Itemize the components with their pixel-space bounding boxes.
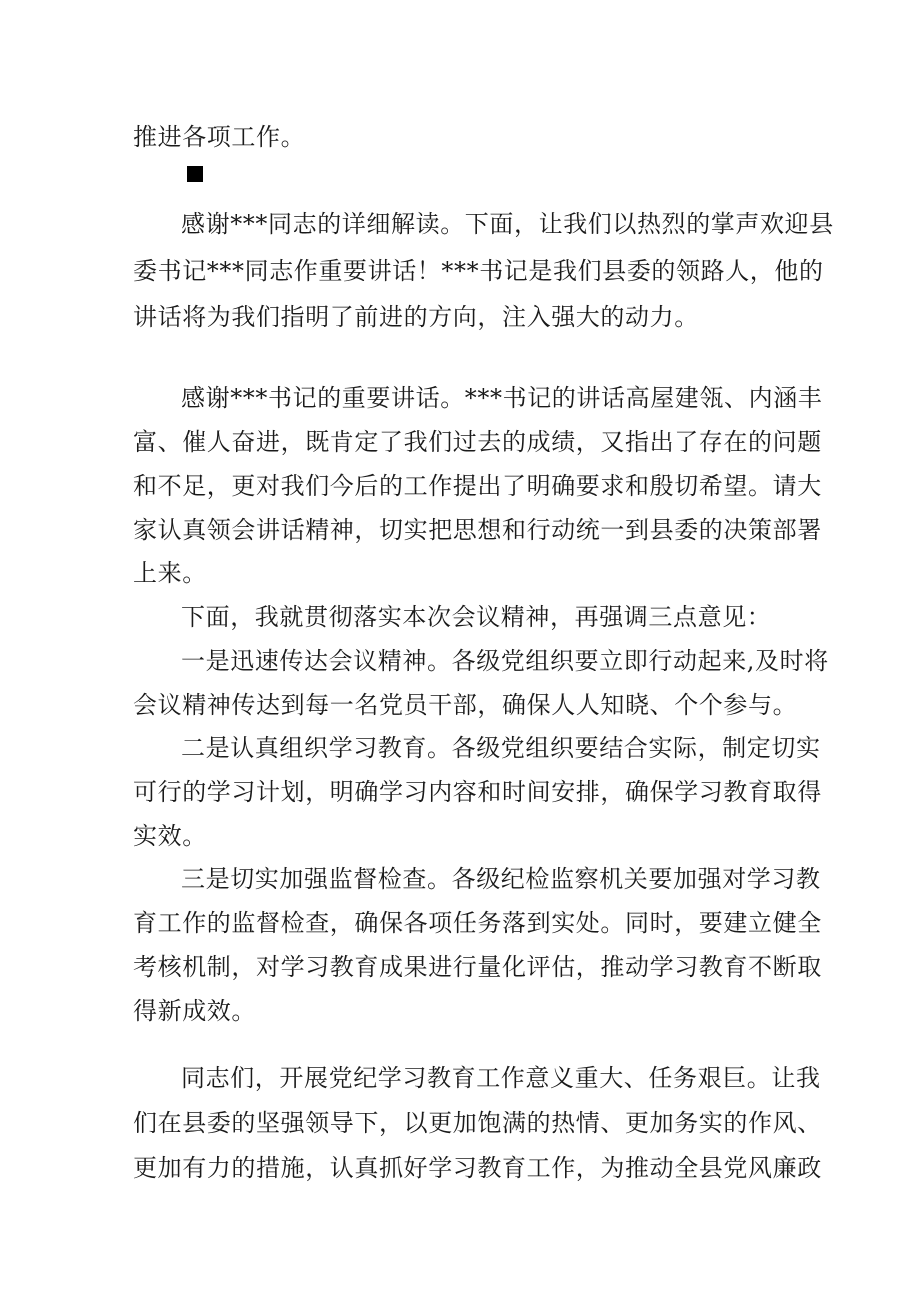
text-line: 下面，我就贯彻落实本次会议精神，再强调三点意见： bbox=[181, 603, 772, 631]
text-line: 三是切实加强监督检查。各级纪检监察机关要加强对学习教 bbox=[181, 865, 821, 893]
text-line: 一是迅速传达会议精神。各级党组织要立即行动起来,及时将 bbox=[181, 647, 829, 675]
square-bullet-icon bbox=[187, 166, 203, 182]
text-line: 育工作的监督检查，确保各项任务落到实处。同时，要建立健全 bbox=[133, 909, 822, 937]
text-line: 家认真领会讲话精神，切实把思想和行动统一到县委的决策部署 bbox=[133, 516, 822, 544]
text-line: 感谢***书记的重要讲话。***书记的讲话高屋建瓴、内涵丰 bbox=[181, 384, 823, 412]
text-line: 实效。 bbox=[133, 822, 207, 850]
text-line: 讲话将为我们指明了前进的方向，注入强大的动力。 bbox=[133, 303, 699, 331]
text-line: 同志们，开展党纪学习教育工作意义重大、任务艰巨。让我 bbox=[181, 1064, 821, 1092]
text-line: 感谢***同志的详细解读。下面，让我们以热烈的掌声欢迎县 bbox=[181, 210, 834, 238]
text-line: 富、催人奋进，既肯定了我们过去的成绩，又指出了存在的问题 bbox=[133, 428, 822, 456]
text-line: 二是认真组织学习教育。各级党组织要结合实际，制定切实 bbox=[181, 734, 821, 762]
text-line: 得新成效。 bbox=[133, 997, 256, 1025]
text-line: 考核机制，对学习教育成果进行量化评估，推动学习教育不断取 bbox=[133, 953, 822, 981]
text-line: 会议精神传达到每一名党员干部，确保人人知晓、个个参与。 bbox=[133, 691, 798, 719]
text-line: 更加有力的措施，认真抓好学习教育工作，为推动全县党风廉政 bbox=[133, 1154, 822, 1182]
text-line: 可行的学习计划，明确学习内容和时间安排，确保学习教育取得 bbox=[133, 778, 822, 806]
text-line: 上来。 bbox=[133, 559, 207, 587]
text-line: 委书记***同志作重要讲话！***书记是我们县委的领路人，他的 bbox=[133, 257, 824, 285]
text-line: 推进各项工作。 bbox=[133, 123, 306, 151]
text-line: 和不足，更对我们今后的工作提出了明确要求和殷切希望。请大 bbox=[133, 472, 822, 500]
text-line: 们在县委的坚强领导下，以更加饱满的热情、更加务实的作风、 bbox=[133, 1109, 822, 1137]
